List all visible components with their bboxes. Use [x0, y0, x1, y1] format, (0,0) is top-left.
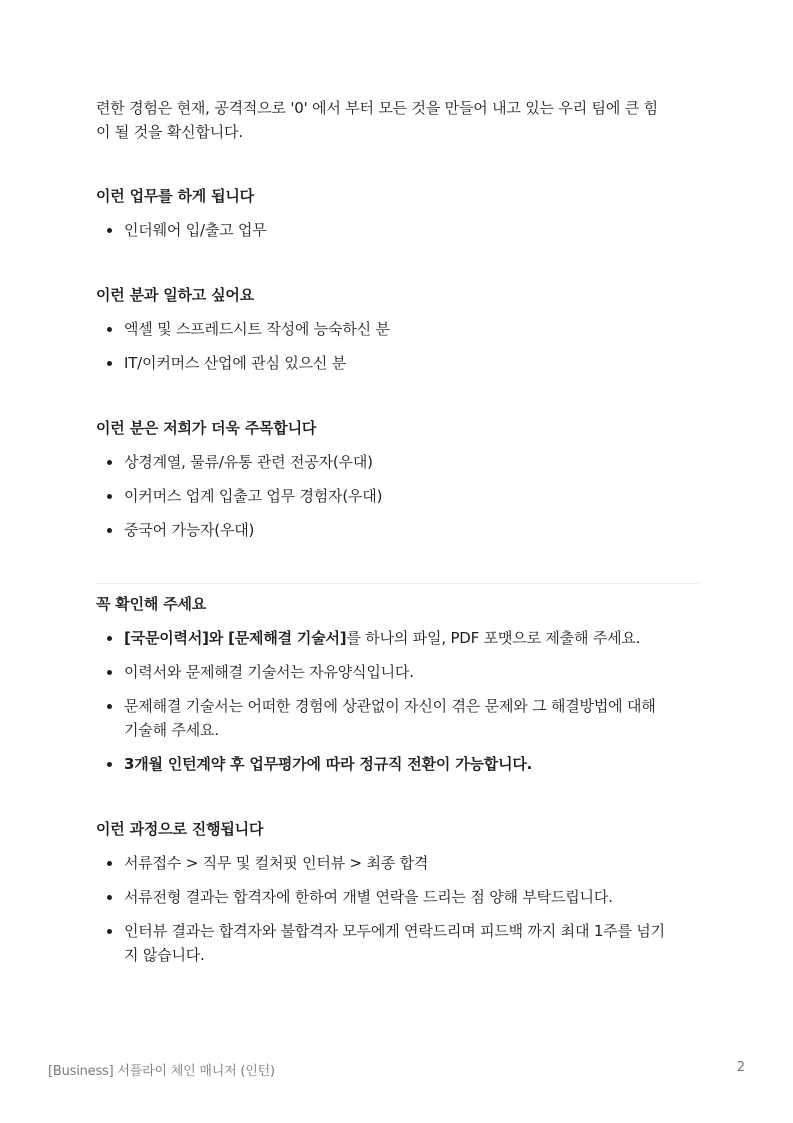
list-item: 이력서와 문제해결 기술서는 자유양식입니다. [96, 660, 698, 684]
and-connector: 와 [208, 629, 229, 647]
list-item: 이커머스 업계 입출고 업무 경험자(우대) [96, 484, 698, 508]
requirements-list [96, 317, 698, 375]
page-number: 2 [736, 1060, 745, 1075]
duties-list [96, 218, 698, 242]
document-body [96, 96, 698, 967]
list-item: 서류전형 결과는 합격자에 한하여 개별 연락을 드리는 점 양해 부탁드립니다. [96, 885, 698, 909]
list-item: 중국어 가능자(우대) [96, 518, 698, 542]
intro-line-2: 이 될 것을 확신합니다. [96, 123, 243, 141]
footer-document-title: [Business] 서플라이 체인 매니저 (인턴) [48, 1064, 275, 1079]
list-item: 서류접수 > 직무 및 컬처핏 인터뷰 > 최종 합격 [96, 851, 698, 875]
list-item [96, 919, 698, 967]
statement-label: [문제해결 기술서] [228, 629, 347, 647]
intro-line-1: 련한 경험은 현재, 공격적으로 '0' 에서 부터 모든 것을 만들어 내고 있는 우리 팀에 큰 힘 [96, 99, 658, 117]
list-item-line-1: 문제해결 기술서는 어떠한 경험에 상관없이 자신이 겪은 문제와 그 해결방법에 대해 [124, 697, 656, 715]
notice-list [96, 626, 698, 776]
submission-instruction: 를 하나의 파일, PDF 포맷으로 제출해 주세요. [346, 629, 641, 647]
duties-heading: 이런 업무를 하게 됩니다 [96, 187, 254, 205]
list-item [96, 626, 698, 650]
resume-label: [국문이력서] [124, 629, 209, 647]
intro-paragraph [96, 96, 698, 144]
list-item: IT/이커머스 산업에 관심 있으신 분 [96, 351, 698, 375]
list-item: 인더웨어 입/출고 업무 [96, 218, 698, 242]
conversion-notice: 3개월 인턴계약 후 업무평가에 따라 정규직 전환이 가능합니다. [124, 755, 533, 773]
section-divider [96, 583, 698, 584]
requirements-heading: 이런 분과 일하고 싶어요 [96, 286, 254, 304]
preferred-heading: 이런 분은 저희가 더욱 주목합니다 [96, 419, 317, 437]
process-list [96, 851, 698, 967]
list-item: 엑셀 및 스프레드시트 작성에 능숙하신 분 [96, 317, 698, 341]
notice-heading: 꼭 확인해 주세요 [96, 595, 207, 613]
list-item-line-2: 지 않습니다. [124, 946, 205, 964]
process-heading: 이런 과정으로 진행됩니다 [96, 820, 264, 838]
preferred-list [96, 450, 698, 542]
list-item: 상경계열, 물류/유통 관련 전공자(우대) [96, 450, 698, 474]
list-item-line-2: 기술해 주세요. [124, 721, 219, 739]
list-item [96, 694, 698, 742]
list-item [96, 752, 698, 776]
list-item-line-1: 인터뷰 결과는 합격자와 불합격자 모두에게 연락드리며 피드백 까지 최대 1주를 넘기 [124, 922, 665, 940]
